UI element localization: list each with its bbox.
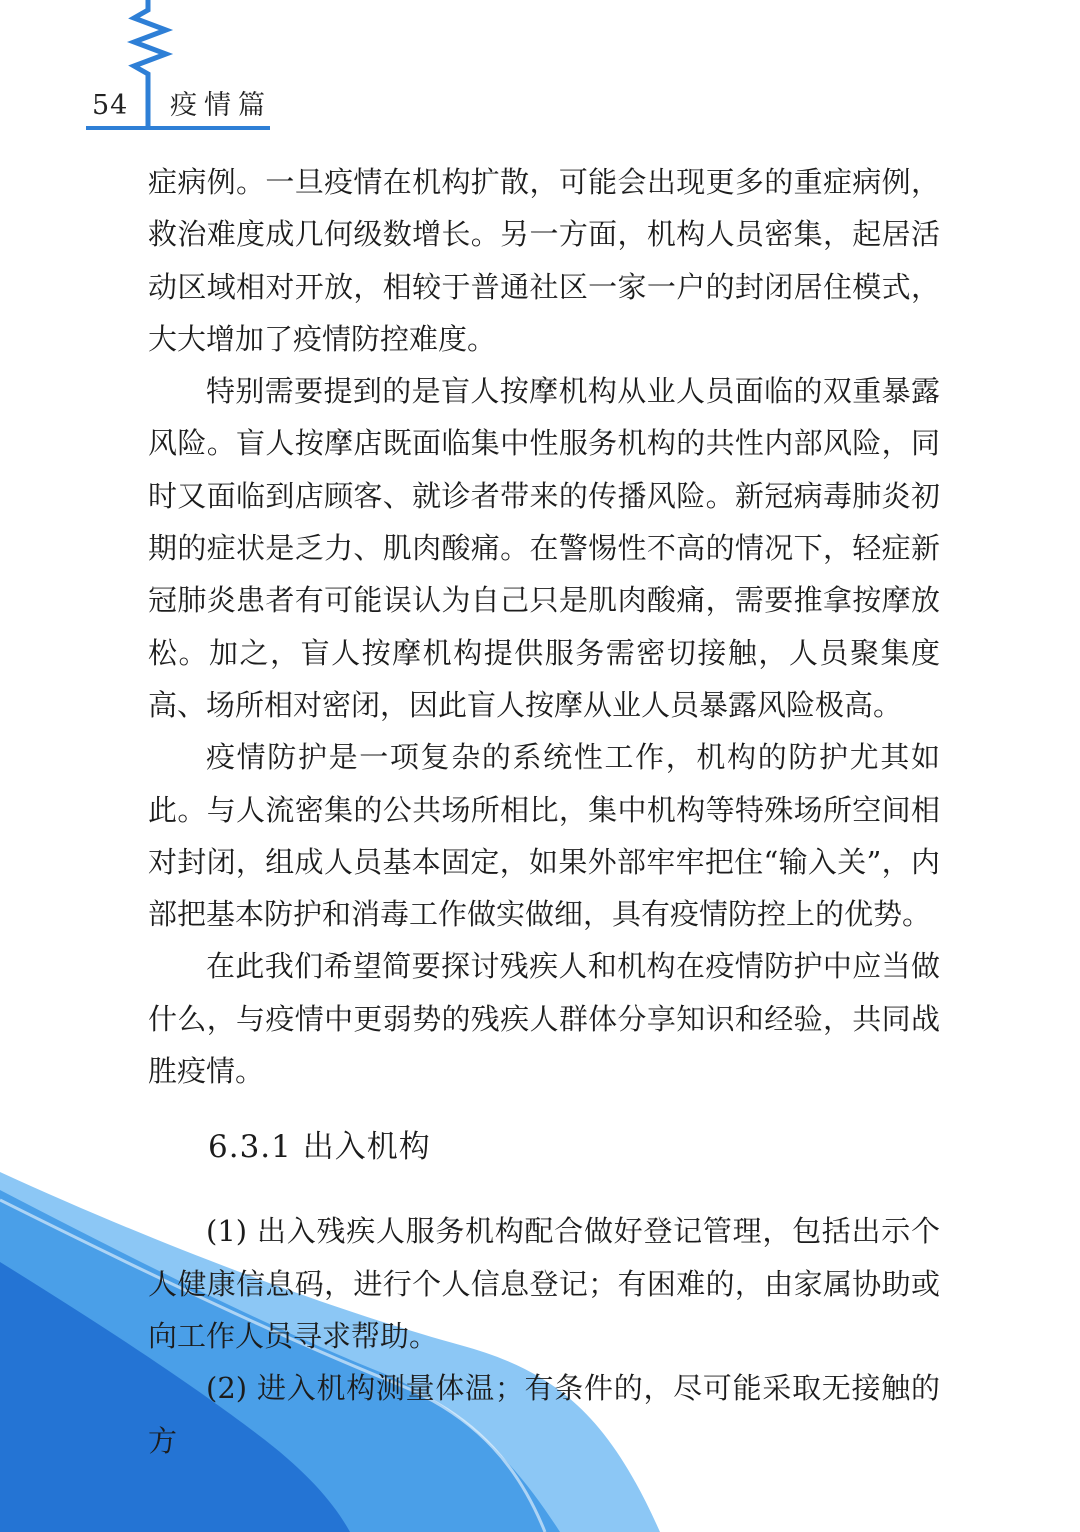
section-title: 疫情篇: [170, 90, 272, 121]
paragraph-4: 在此我们希望简要探讨残疾人和机构在疫情防护中应当做什么，与疫情中更弱势的残疾人群体分享知识和经验，共同战胜疫情。: [148, 949, 940, 1089]
page-number: 54: [92, 90, 129, 121]
section-heading: 6.3.1 出入机构: [208, 1129, 431, 1166]
list-item-1: (1) 出入残疾人服务机构配合做好登记管理，包括出示个人健康信息码，进行个人信息登记；有困难的，由家属协助或向工作人员寻求帮助。: [148, 1214, 940, 1353]
header-zigzag-line: [134, 0, 166, 128]
paragraph-2: 特别需要提到的是盲人按摩机构从业人员面临的双重暴露风险。盲人按摩店既面临集中性服务机构的共性内部风险，同时又面临到店顾客、就诊者带来的传播风险。新冠病毒肺炎初期的症状是乏力、肌肉酸痛。在警惕性不高的情况下，轻症新冠肺炎患者有可能误认为自己只是肌肉酸痛，需要推拿按摩放松。加之，盲人按摩机构提供服务需密切接触，人员聚集度高、场所相对密闭，因此盲人按摩从业人员暴露风险极高。: [148, 374, 940, 722]
body-text: [148, 156, 940, 1467]
list-item-2: (2) 进入机构测量体温；有条件的，尽可能采取无接触的方: [148, 1371, 940, 1458]
paragraph-1: 症病例。一旦疫情在机构扩散，可能会出现更多的重症病例，救治难度成几何级数增长。另一方面，机构人员密集，起居活动区域相对开放，相较于普通社区一家一户的封闭居住模式，大大增加了疫情防控难度。: [148, 165, 940, 356]
paragraph-3: 疫情防护是一项复杂的系统性工作，机构的防护尤其如此。与人流密集的公共场所相比，集中机构等特殊场所空间相对封闭，组成人员基本固定，如果外部牢牢把住“输入关”，内部把基本防护和消毒工作做实做细，具有疫情防控上的优势。: [148, 740, 940, 932]
